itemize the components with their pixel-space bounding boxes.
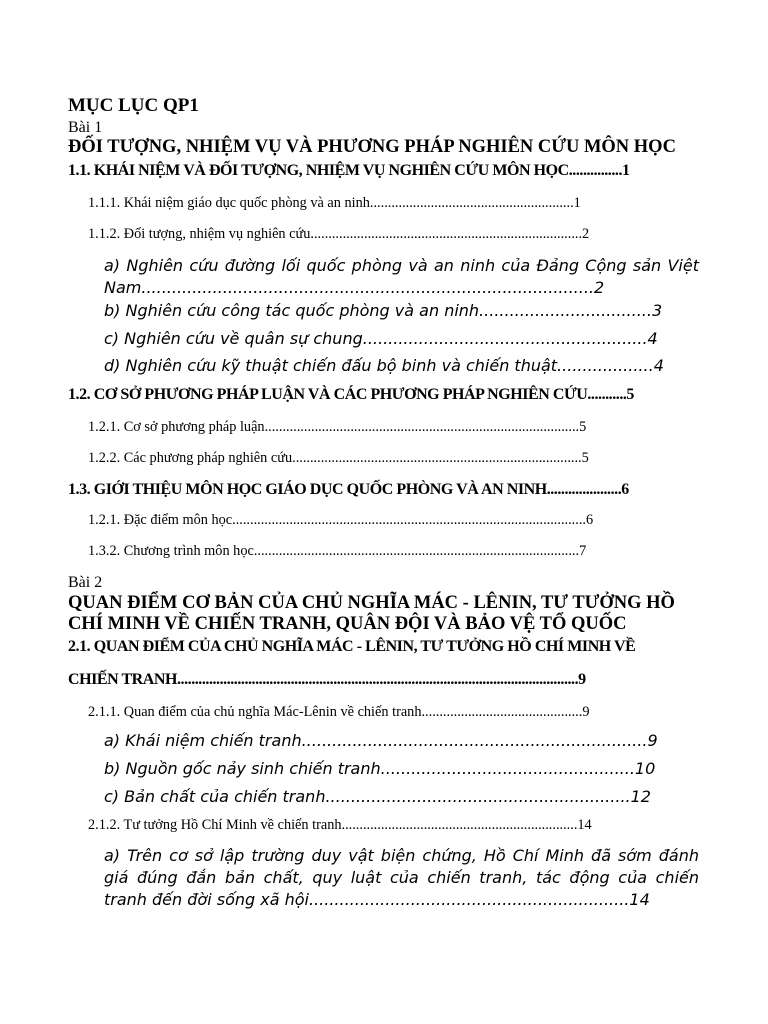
toc-entry-2-1-1-b[interactable]: b) Nguồn gốc nảy sinh chiến tranh..................................................10 <box>104 759 656 778</box>
toc-entry-1-2-1[interactable]: 1.2.1. Cơ sở phương pháp luận........................................................................................5 <box>88 419 587 435</box>
lesson-2-heading-line-2: CHÍ MINH VỀ CHIẾN TRANH, QUÂN ĐỘI VÀ BẢO VỆ TỔ QUỐC <box>68 614 627 634</box>
toc-entry-1-1[interactable]: 1.1. KHÁI NIỆM VÀ ĐỐI TƯỢNG, NHIỆM VỤ NGHIÊN CỨU MÔN HỌC...............1 <box>68 162 630 179</box>
toc-entry-1-3[interactable]: 1.3. GIỚI THIỆU MÔN HỌC GIÁO DỤC QUỐC PHÒNG VÀ AN NINH.....................6 <box>68 481 629 498</box>
toc-entry-1-1-2-c[interactable]: c) Nghiên cứu về quân sự chung........................................................4 <box>104 329 658 348</box>
toc-title: MỤC LỤC QP1 <box>68 95 199 116</box>
toc-entry-2-1-line-1[interactable]: 2.1. QUAN ĐIỂM CỦA CHỦ NGHĨA MÁC - LÊNIN, TƯ TƯỞNG HỒ CHÍ MINH VỀ <box>68 638 636 655</box>
toc-entry-1-2[interactable]: 1.2. CƠ SỞ PHƯƠNG PHÁP LUẬN VÀ CÁC PHƯƠNG PHÁP NGHIÊN CỨU...........5 <box>68 386 634 403</box>
lesson-1-heading: ĐỐI TƯỢNG, NHIỆM VỤ VÀ PHƯƠNG PHÁP NGHIÊN CỨU MÔN HỌC <box>68 137 676 157</box>
toc-entry-1-1-2[interactable]: 1.1.2. Đối tượng, nhiệm vụ nghiên cứu............................................................................2 <box>88 226 590 242</box>
toc-entry-2-1-2[interactable]: 2.1.2. Tư tưởng Hồ Chí Minh về chiến tranh..................................................................14 <box>88 817 592 833</box>
toc-entry-1-3-2[interactable]: 1.3.2. Chương trình môn học...........................................................................................7 <box>88 543 587 559</box>
toc-entry-1-1-2-d[interactable]: d) Nghiên cứu kỹ thuật chiến đấu bộ binh và chiến thuật...................4 <box>104 356 664 375</box>
toc-entry-2-1-line-2[interactable]: CHIẾN TRANH.................................................................................................................9 <box>68 671 586 688</box>
toc-entry-1-3-1[interactable]: 1.2.1. Đặc điểm môn học...................................................................................................6 <box>88 512 594 528</box>
toc-entry-1-1-2-b[interactable]: b) Nghiên cứu công tác quốc phòng và an ninh..................................3 <box>104 301 663 320</box>
lesson-1-label: Bài 1 <box>68 119 103 136</box>
toc-entry-2-1-2-a[interactable]: a) Trên cơ sở lập trường duy vật biện chứng, Hồ Chí Minh đã sớm đánh giá đúng đắn bản chất, quy luật của chiến tranh, tác động của chiến tranh đến đời sống xã hội...............................................................14 <box>104 846 699 909</box>
lesson-2-label: Bài 2 <box>68 574 103 591</box>
toc-entry-1-1-1[interactable]: 1.1.1. Khái niệm giáo dục quốc phòng và an ninh.........................................................1 <box>88 195 581 211</box>
lesson-2-heading-line-1: QUAN ĐIỂM CƠ BẢN CỦA CHỦ NGHĨA MÁC - LÊNIN, TƯ TƯỞNG HỒ <box>68 593 675 613</box>
toc-entry-2-1-1-a[interactable]: a) Khái niệm chiến tranh....................................................................9 <box>104 731 658 750</box>
toc-entry-2-1-1[interactable]: 2.1.1. Quan điểm của chủ nghĩa Mác-Lênin về chiến tranh.............................................9 <box>88 704 590 720</box>
toc-entry-2-1-1-c[interactable]: c) Bản chất của chiến tranh............................................................12 <box>104 787 651 806</box>
toc-entry-1-1-2-a[interactable]: a) Nghiên cứu đường lối quốc phòng và an ninh của Đảng Cộng sản Việt Nam.........................................................................................2 <box>104 256 699 297</box>
toc-entry-1-2-2[interactable]: 1.2.2. Các phương pháp nghiên cứu.................................................................................5 <box>88 450 589 466</box>
